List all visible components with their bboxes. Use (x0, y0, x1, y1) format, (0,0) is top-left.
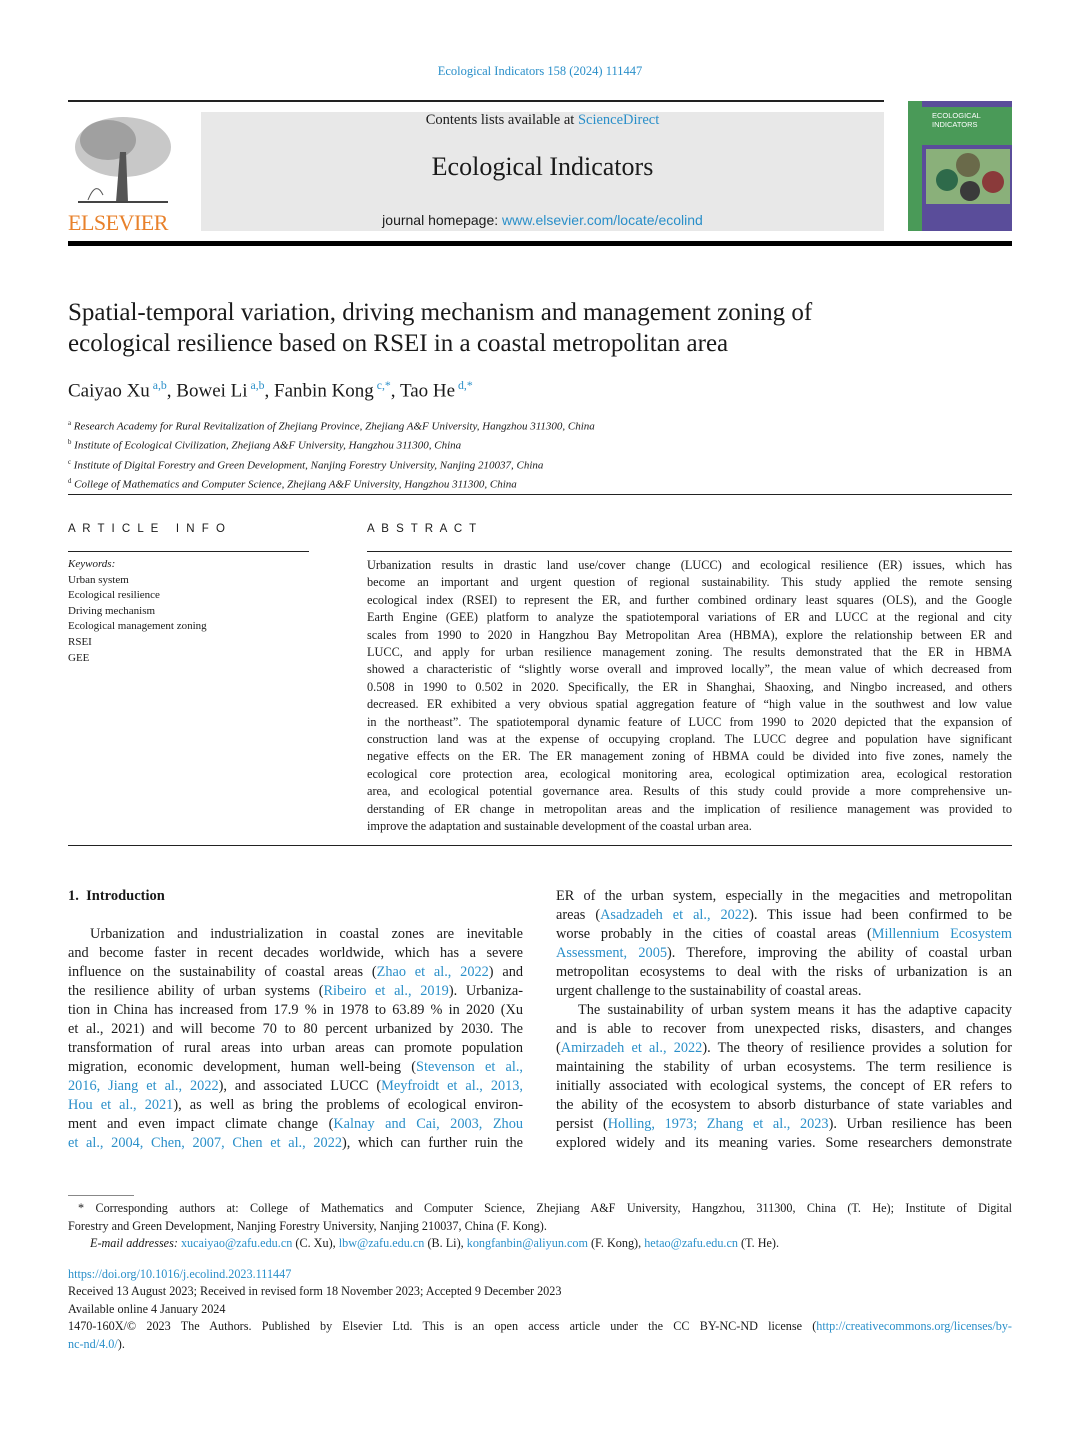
text-line (556, 1020, 1012, 1039)
homepage-line: journal homepage: www.elsevier.com/locate/ecolind (382, 212, 703, 228)
author-name[interactable]: Caiyao Xu (68, 380, 150, 402)
text-segment: metropolitan ecosystems to deal with the risks of urbanization is an (556, 964, 1012, 980)
text-line (556, 887, 1012, 906)
journal-title: Ecological Indicators (431, 152, 654, 181)
affiliation-rule (68, 494, 1012, 495)
elsevier-wordmark: ELSEVIER (68, 210, 168, 235)
text-line (68, 1077, 523, 1096)
text-segment: initially associated with ecological systems, the concept of ER refers to (556, 1078, 1012, 1094)
homepage-link[interactable]: www.elsevier.com/locate/ecolind (502, 212, 703, 228)
text-line (68, 1020, 523, 1039)
text-segment: 1470-160X/© 2023 The Authors. Published by Elsevier Ltd. This is an open access article under the CC BY-NC-ND license ( (68, 1319, 817, 1333)
cover-image (926, 149, 1010, 204)
text-line (367, 801, 1012, 818)
affiliation-text: Institute of Ecological Civilization, Zhejiang A&F University, Hangzhou 311300, China (71, 440, 462, 453)
affiliation-text: Research Academy for Rural Revitalization of Zhejiang Province, Zhejiang A&F University, Hangzhou 311300, China (71, 420, 595, 433)
text-segment: (T. He). (737, 1236, 780, 1250)
text-segment: Urbanization results in drastic land use/cover change (LUCC) and ecological resilience (ER) issues, which has (367, 558, 1012, 572)
text-segment: worse probably in the cities of coastal areas ( (556, 926, 872, 942)
cover-title: ECOLOGICAL INDICATORS (932, 111, 981, 129)
citation-link[interactable]: nc-nd/4.0/ (68, 1336, 118, 1351)
text-segment: in the northeast”. The spatiotemporal dynamic feature of LUCC from 1990 to 2020 depicted that the expansion of (367, 714, 1012, 729)
text-line (556, 1096, 1012, 1115)
citation-link[interactable]: Asadzadeh et al., 2022 (600, 907, 750, 923)
citation-link[interactable]: Amirzadeh et al., 2022 (560, 1040, 703, 1056)
citation-link[interactable]: Millennium Ecosystem (871, 926, 1012, 942)
keyword: Ecological management zoning (68, 620, 207, 633)
text-segment: improve the adaptation and sustainable development of the coastal urban area. (367, 819, 752, 834)
text-segment: derstanding of ER change in metropolitan areas and the implication of resilience management was provided to (367, 801, 1012, 816)
affiliation (68, 455, 595, 474)
elsevier-logo[interactable] (68, 112, 174, 235)
text-segment: ). The theory of resilience provides a solution for (702, 1040, 1012, 1056)
text-segment: and is able to recover from unexpected risks, disasters, and changes (556, 1021, 1012, 1037)
text-segment: * Corresponding authors at: College of Mathematics and Computer Science, Zhejiang A&F University, Hangzhou, 311300, China (T. He); Institute of Digital (78, 1201, 1012, 1215)
text-segment: persist ( (556, 1116, 608, 1132)
keyword: RSEI (68, 635, 92, 648)
affiliation (68, 435, 595, 454)
text-segment: (C. Xu), (292, 1236, 339, 1250)
text-line (556, 1039, 1012, 1058)
citation-link[interactable]: Holling, 1973; Zhang et al., 2023 (607, 1116, 829, 1132)
text-line (556, 925, 1012, 944)
keyword: Ecological resilience (68, 589, 160, 602)
article-title (68, 297, 812, 359)
keywords-label: Keywords: (68, 558, 116, 570)
abstract-body (367, 557, 1012, 836)
text-line (556, 944, 1012, 963)
text-segment: the resilience ability of urban systems ( (68, 983, 324, 999)
text-line (556, 1077, 1012, 1096)
doi-link[interactable]: https://doi.org/10.1016/j.ecolind.2023.111447 (68, 1267, 292, 1281)
text-line (367, 783, 1012, 800)
author-separator: , (390, 380, 400, 402)
title-line: Spatial-temporal variation, driving mechanism and management zoning of (68, 299, 813, 326)
citation-link[interactable]: Meyfroidt et al., 2013, (381, 1078, 523, 1094)
text-line (68, 1115, 523, 1134)
author-separator: , (166, 380, 177, 402)
license-note (68, 1318, 1012, 1353)
abstract-bottom-rule (68, 845, 1012, 846)
citation-link[interactable]: kongfanbin@aliyun.com (466, 1236, 588, 1250)
keywords (68, 557, 207, 666)
author-affiliation-marks[interactable]: c,* (373, 379, 391, 392)
title-line: ecological resilience based on RSEI in a coastal metropolitan area (68, 330, 729, 357)
affiliation-mark: c (68, 458, 72, 466)
text-segment: and become faster in recent decades worldwide, which has a severe (68, 945, 523, 961)
author-name[interactable]: Tao He (399, 380, 456, 402)
text-segment: ecological core protection area, ecological monitoring area, ecological optimization area, ecological restoration (367, 766, 1012, 781)
citation-link[interactable]: Hou et al., 2021 (68, 1097, 174, 1113)
text-segment: explored widely and its meaning varies. Some researchers demonstrate (556, 1135, 1012, 1151)
cover-spine (908, 101, 922, 231)
text-segment: et al., 2021) and will become 70 to 80 percent urbanized by 2030. The (68, 1021, 523, 1037)
citation-link[interactable]: Stevenson et al., (416, 1059, 523, 1075)
text-segment: maintaining the stability of urban ecosystems. The term resilience is (556, 1059, 1012, 1075)
header-top-rule (68, 100, 884, 102)
text-segment: (F. Kong), (587, 1236, 645, 1250)
text-line (367, 592, 1012, 609)
text-line (68, 925, 523, 944)
text-segment: ), which can further ruin the (342, 1135, 523, 1151)
author-name[interactable]: Fanbin Kong (274, 380, 374, 402)
keyword: Driving mechanism (68, 604, 156, 617)
author-affiliation-marks[interactable]: a,b (247, 379, 265, 392)
text-line (68, 1336, 1012, 1354)
author-name[interactable]: Bowei Li (176, 380, 248, 402)
text-segment: negative effects on the ER. The ER management zoning of HBMA could be divided into five zones, namely the (367, 749, 1012, 764)
email-addresses (90, 1235, 779, 1253)
citation-link[interactable]: Assessment, 2005 (556, 945, 668, 961)
citation-link[interactable]: Kalnay and Cai, 2003, Zhou (333, 1116, 523, 1132)
citation-link[interactable]: Ribeiro et al., 2019 (323, 983, 449, 999)
text-line (556, 1115, 1012, 1134)
text-line (68, 1058, 523, 1077)
text-segment: decreased. ER exhibited a very obvious spatial aggregation feature of “high value in the southwest and low value (367, 697, 1012, 712)
journal-banner (201, 112, 884, 231)
text-segment: ( (556, 1040, 561, 1056)
text-line (367, 766, 1012, 783)
intro-right-column (556, 887, 1012, 1153)
article-info-heading: A R T I C L E I N F O (68, 523, 227, 535)
italic-label: E-mail addresses: (90, 1236, 181, 1250)
text-segment: urgent challenge to the sustainability of coastal areas. (556, 983, 862, 999)
abstract-heading: A B S T R A C T (367, 523, 479, 535)
text-segment: migration, economic development, human well-being ( (68, 1059, 417, 1075)
keyword: Urban system (68, 573, 129, 586)
text-line (367, 731, 1012, 748)
citation-link[interactable]: hetao@zafu.edu.cn (644, 1236, 738, 1250)
header-bottom-rule (68, 241, 1012, 246)
affiliation (68, 474, 595, 493)
affiliation-mark: d (68, 478, 72, 486)
citation-link[interactable]: http://creativecommons.org/licenses/by- (816, 1319, 1012, 1333)
affiliation (68, 416, 595, 435)
text-line (367, 696, 1012, 713)
sciencedirect-link[interactable]: ScienceDirect (577, 112, 660, 128)
text-segment: ). This issue had been confirmed to be (749, 907, 1012, 923)
corresponding-author-note (68, 1200, 1012, 1235)
journal-cover[interactable] (908, 101, 1012, 231)
text-segment: ). Urban resilience has been (828, 1116, 1012, 1132)
keyword: GEE (68, 651, 90, 664)
author-separator: , (264, 380, 275, 402)
affiliation-mark: b (68, 439, 72, 447)
text-line (367, 644, 1012, 661)
text-segment: Forestry and Green Development, Nanjing Forestry University, Nanjing 210037, China (F. Kong). (68, 1218, 547, 1233)
text-segment: The sustainability of urban system means it has the adaptive capacity (578, 1002, 1012, 1018)
text-segment: (B. Li), (424, 1236, 467, 1250)
text-line (68, 944, 523, 963)
abstract-rule (367, 551, 1012, 552)
text-segment: ER of the urban system, especially in the megacities and metropolitan (556, 888, 1012, 904)
text-line (367, 574, 1012, 591)
received-dates: Received 13 August 2023; Received in revised form 18 November 2023; Accepted 9 December 2023 (68, 1284, 562, 1298)
text-segment: ecological index (RSEI) to represent the ER, and further combined ordinary least squares (OLS), and the Google (367, 592, 1012, 607)
text-line (556, 963, 1012, 982)
available-online: Available online 4 January 2024 (68, 1302, 226, 1316)
author-list (68, 379, 473, 402)
text-line (68, 1001, 523, 1020)
text-line (556, 1058, 1012, 1077)
author-affiliation-marks[interactable]: a,b (149, 379, 167, 392)
text-line (68, 1096, 523, 1115)
affiliation-mark: a (68, 420, 72, 427)
text-line (367, 661, 1012, 678)
citation-link[interactable]: et al., 2004, Chen, 2007, Chen et al., 2022 (68, 1135, 342, 1151)
text-line (367, 714, 1012, 731)
text-line (68, 1039, 523, 1058)
text-segment: area, and ecological potential governance area. Results of this study could provide a more comprehensive un- (367, 784, 1012, 799)
text-line (367, 557, 1012, 574)
text-line (556, 906, 1012, 925)
text-line (367, 609, 1012, 626)
text-segment: showed a characteristic of “slightly worse overall and improved locally”, the mean value of which decreased from (367, 662, 1012, 677)
journal-reference[interactable]: Ecological Indicators 158 (2024) 111447 (437, 64, 643, 78)
citation-link[interactable]: Zhao et al., 2022 (376, 964, 489, 980)
text-segment: ment and even impact climate change ( (68, 1116, 334, 1132)
text-segment: 0.508 in 1990 to 0.502 in 2020. Specifically, the ER in Shanghai, Shaoxing, and Ningbo increased, and others (367, 679, 1012, 694)
text-segment: scales from 1990 to 2020 in Hangzhou Bay Metropolitan Area (HBMA), explore the relationship between ER and (367, 627, 1012, 642)
text-line (68, 982, 523, 1001)
text-segment: ), as well as bring the problems of ecological environ- (173, 1097, 523, 1113)
text-segment: ). Urbaniza- (448, 983, 523, 999)
text-segment: Urbanization and industrialization in coastal zones are inevitable (90, 926, 523, 942)
text-segment: the ability of the ecosystem to absorb disturbance of state variables and (556, 1097, 1012, 1113)
text-line (68, 963, 523, 982)
text-line (556, 982, 1012, 1001)
text-line (90, 1235, 779, 1253)
text-segment: Earth Engine (GEE) platform to analyze the spatiotemporal variations of ER and LUCC at the regional and city (367, 610, 1012, 625)
text-segment: become an important and urgent question of regional sustainability. This study applied the remote sensing (367, 575, 1012, 590)
text-line (556, 1134, 1012, 1153)
citation-link[interactable]: 2016, Jiang et al., 2022 (68, 1078, 219, 1094)
text-line (367, 679, 1012, 696)
citation-link[interactable]: lbw@zafu.edu.cn (338, 1236, 425, 1250)
section-heading-introduction: 1. Introduction (68, 888, 165, 904)
text-segment: areas ( (556, 907, 601, 923)
text-segment: ) and (488, 964, 523, 980)
citation-link[interactable]: xucaiyao@zafu.edu.cn (180, 1236, 293, 1250)
text-segment: tion in China has increased from 17.9 % in 1978 to 63.89 % in 2020 (Xu (68, 1002, 523, 1018)
text-segment: ). Therefore, improving the ability of coastal urban (667, 945, 1012, 961)
text-line (556, 1001, 1012, 1020)
text-segment: LUCC, and apply for urban resilience management zoning. The results demonstrated that the ER in HBMA (367, 645, 1012, 660)
text-line (68, 1200, 1012, 1218)
footnote-rule (68, 1195, 134, 1196)
affiliation-text: College of Mathematics and Computer Science, Zhejiang A&F University, Hangzhou 311300, China (71, 478, 517, 491)
text-segment: influence on the sustainability of coastal areas ( (68, 964, 377, 980)
author-affiliation-marks[interactable]: d,* (455, 379, 473, 392)
article-info-rule (68, 551, 309, 552)
elsevier-tree-icon (68, 112, 174, 207)
affiliation-text: Institute of Digital Forestry and Green Development, Nanjing Forestry University, Nanjing 210037, China (71, 459, 544, 472)
text-line (367, 748, 1012, 765)
text-line (367, 627, 1012, 644)
contents-line: Contents lists available at ScienceDirect (425, 112, 660, 128)
text-segment: transformation of rural areas into urban areas can promote population (68, 1040, 523, 1056)
affiliations (68, 416, 595, 493)
text-segment: ), and associated LUCC ( (218, 1078, 382, 1094)
text-line (68, 1218, 1012, 1236)
text-line (68, 1318, 1012, 1336)
text-segment: construction land was at the expense of occupying cropland. The LUCC degree and population have significant (367, 732, 1012, 747)
text-line (367, 818, 1012, 835)
text-segment: ). (117, 1336, 125, 1351)
text-line (68, 1134, 523, 1153)
intro-left-column (68, 925, 523, 1153)
